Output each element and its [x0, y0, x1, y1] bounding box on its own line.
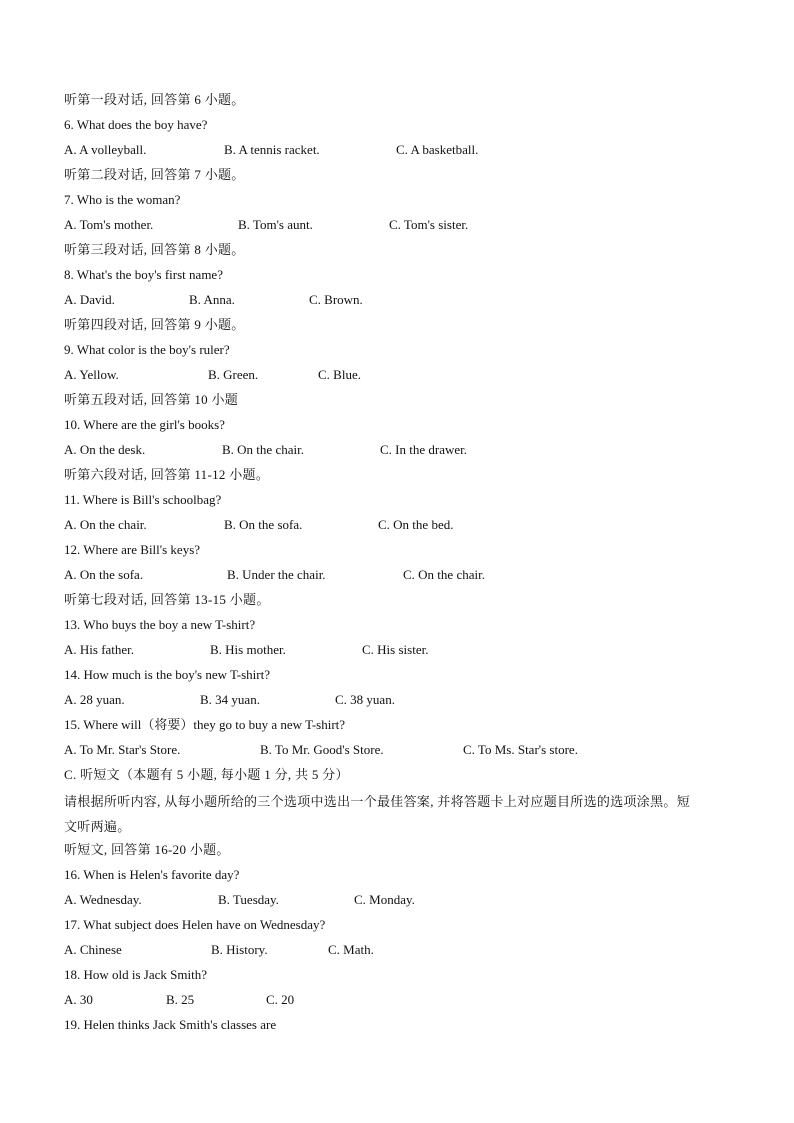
question-15: 15. Where will（将要）they go to buy a new T-shirt? — [64, 717, 346, 732]
question-12: 12. Where are Bill's keys? — [64, 542, 201, 557]
options-17 — [64, 941, 744, 959]
option-c: C. To Ms. Star's store. — [463, 742, 578, 757]
question-19: 19. Helen thinks Jack Smith's classes are — [64, 1017, 277, 1032]
option-b: B. Green. — [208, 367, 259, 382]
section-heading-3: 听第三段对话, 回答第 8 小题。 — [64, 242, 245, 257]
section-heading-5: 听第五段对话, 回答第 10 小题 — [64, 392, 239, 407]
section-heading-1: 听第一段对话, 回答第 6 小题。 — [64, 92, 245, 107]
options-10 — [64, 441, 744, 459]
options-18 — [64, 991, 744, 1009]
passage-heading: 听短文, 回答第 16-20 小题。 — [64, 842, 230, 857]
option-c: C. In the drawer. — [380, 442, 468, 457]
option-c: C. 20 — [266, 992, 295, 1007]
option-c: C. Monday. — [354, 892, 415, 907]
option-b: B. History. — [211, 942, 268, 957]
option-a: A. Wednesday. — [64, 892, 142, 907]
option-a: A. To Mr. Star's Store. — [64, 742, 181, 757]
options-6 — [64, 141, 744, 159]
option-a: A. On the chair. — [64, 517, 147, 532]
option-c: C. His sister. — [362, 642, 429, 657]
option-b: B. Under the chair. — [227, 567, 326, 582]
option-c: C. Math. — [328, 942, 374, 957]
option-a: A. 30 — [64, 992, 93, 1007]
section-heading-7: 听第七段对话, 回答第 13-15 小题。 — [64, 592, 270, 607]
options-11 — [64, 516, 744, 534]
option-c: C. A basketball. — [396, 142, 479, 157]
options-7 — [64, 216, 744, 234]
option-b: B. 25 — [166, 992, 195, 1007]
question-7: 7. Who is the woman? — [64, 192, 181, 207]
option-a: A. David. — [64, 292, 115, 307]
option-a: A. Tom's mother. — [64, 217, 154, 232]
option-a: A. 28 yuan. — [64, 692, 125, 707]
question-8: 8. What's the boy's first name? — [64, 267, 223, 282]
option-c: C. On the bed. — [378, 517, 454, 532]
question-9: 9. What color is the boy's ruler? — [64, 342, 230, 357]
option-b: B. Tom's aunt. — [238, 217, 313, 232]
option-a: A. Yellow. — [64, 367, 119, 382]
section-heading-6: 听第六段对话, 回答第 11-12 小题。 — [64, 467, 270, 482]
section-heading-2: 听第二段对话, 回答第 7 小题。 — [64, 167, 245, 182]
option-b: B. 34 yuan. — [200, 692, 260, 707]
option-b: B. A tennis racket. — [224, 142, 320, 157]
options-15 — [64, 741, 744, 759]
option-b: B. Tuesday. — [218, 892, 279, 907]
instruction-line-1: 请根据所听内容, 从每小题所给的三个选项中选出一个最佳答案, 并将答题卡上对应题目所选的选项涂黑。短 — [64, 794, 691, 809]
option-c: C. 38 yuan. — [335, 692, 395, 707]
option-c: C. Tom's sister. — [389, 217, 469, 232]
part-c-heading: C. 听短文（本题有 5 小题, 每小题 1 分, 共 5 分） — [64, 767, 349, 782]
option-c: C. On the chair. — [403, 567, 485, 582]
section-heading-4: 听第四段对话, 回答第 9 小题。 — [64, 317, 245, 332]
option-c: C. Brown. — [309, 292, 363, 307]
option-b: B. On the chair. — [222, 442, 304, 457]
option-a: A. His father. — [64, 642, 135, 657]
question-11: 11. Where is Bill's schoolbag? — [64, 492, 222, 507]
options-16 — [64, 891, 744, 909]
option-a: A. A volleyball. — [64, 142, 147, 157]
option-a: A. Chinese — [64, 942, 122, 957]
options-13 — [64, 641, 744, 659]
question-18: 18. How old is Jack Smith? — [64, 967, 207, 982]
option-c: C. Blue. — [318, 367, 361, 382]
option-b: B. Anna. — [189, 292, 235, 307]
option-a: A. On the sofa. — [64, 567, 144, 582]
options-9 — [64, 366, 744, 384]
option-b: B. His mother. — [210, 642, 286, 657]
option-b: B. To Mr. Good's Store. — [260, 742, 384, 757]
options-14 — [64, 691, 744, 709]
question-16: 16. When is Helen's favorite day? — [64, 867, 240, 882]
option-a: A. On the desk. — [64, 442, 146, 457]
question-10: 10. Where are the girl's books? — [64, 417, 225, 432]
question-6: 6. What does the boy have? — [64, 117, 208, 132]
options-8 — [64, 291, 744, 309]
question-13: 13. Who buys the boy a new T-shirt? — [64, 617, 256, 632]
part-c-instructions — [64, 789, 736, 839]
instruction-line-2: 文听两遍。 — [64, 819, 131, 834]
option-b: B. On the sofa. — [224, 517, 303, 532]
question-17: 17. What subject does Helen have on Wednesday? — [64, 917, 326, 932]
question-14: 14. How much is the boy's new T-shirt? — [64, 667, 270, 682]
options-12 — [64, 566, 744, 584]
